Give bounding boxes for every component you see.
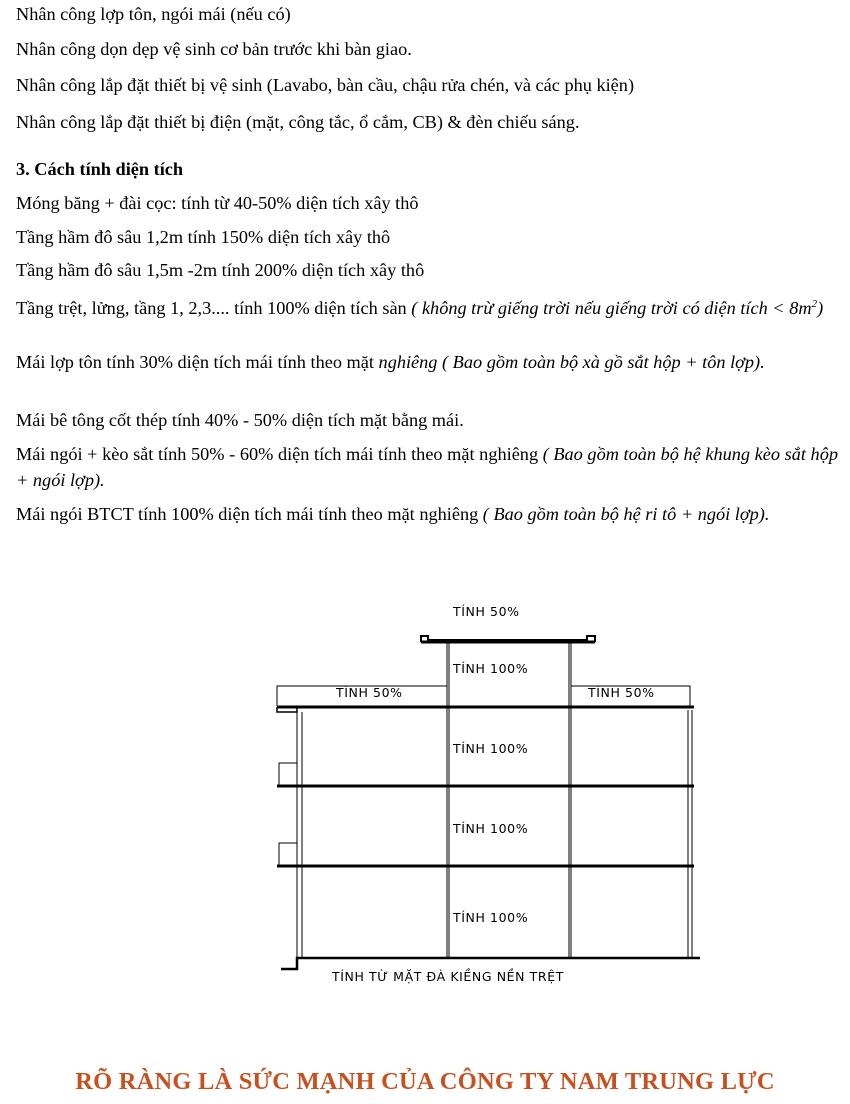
metal-roof-text: Mái lợp tôn tính 30% diện tích mái tính theo mặt bbox=[16, 352, 379, 372]
foundation-item: Móng băng + đài cọc: tính từ 40-50% diện tích xây thô bbox=[16, 193, 419, 213]
label-left-roof: TÍNH 50% bbox=[336, 685, 403, 700]
floors-note-sup: 2 bbox=[811, 298, 818, 310]
label-stair-tower: TÍNH 100% bbox=[453, 661, 529, 676]
label-right-roof: TÍNH 50% bbox=[588, 685, 655, 700]
basement-2-item: Tầng hầm đô sâu 1,5m -2m tính 200% diện tích xây thô bbox=[16, 260, 425, 280]
intro-item: Nhân công dọn dẹp vệ sinh cơ bản trước khi bàn giao. bbox=[16, 39, 412, 59]
floors-note: ( không trừ giếng trời nếu giếng trời có diện tích < 8m bbox=[411, 298, 812, 319]
btct-roof-text: Mái ngói BTCT tính 100% diện tích mái tính theo mặt nghiêng bbox=[16, 504, 483, 524]
label-floor-3: TÍNH 100% bbox=[453, 741, 529, 756]
label-floor-2: TÍNH 100% bbox=[453, 821, 529, 836]
floors-text: Tầng trệt, lửng, tầng 1, 2,3.... tính 100% diện tích sàn bbox=[16, 298, 412, 319]
footer-slogan: RÕ RÀNG LÀ SỨC MẠNH CỦA CÔNG TY NAM TRUNG LỰC bbox=[75, 1068, 775, 1095]
btct-roof-note: ( Bao gồm toàn bộ hệ ri tô + ngói lợp). bbox=[482, 504, 770, 524]
concrete-roof-item: Mái bê tông cốt thép tính 40% - 50% diện tích mặt bằng mái. bbox=[16, 410, 464, 430]
tile-roof-note: ( Bao gồm toàn bộ hệ khung kèo sắt hộp + ngói lợp). bbox=[16, 444, 838, 490]
floors-note-end: ) bbox=[817, 298, 824, 319]
intro-item: Nhân công lợp tôn, ngói mái (nếu có) bbox=[16, 4, 291, 24]
tile-roof-text: Mái ngói + kèo sắt tính 50% - 60% diện tích mái tính theo mặt nghiêng bbox=[16, 444, 543, 464]
label-floor-1: TÍNH 100% bbox=[453, 910, 529, 925]
section-heading: 3. Cách tính diện tích bbox=[16, 159, 184, 179]
intro-item: Nhân công lắp đặt thiết bị vệ sinh (Lavabo, bàn cầu, chậu rửa chén, và các phụ kiện) bbox=[16, 75, 635, 95]
balcony-lower bbox=[279, 843, 297, 866]
intro-item: Nhân công lắp đặt thiết bị điện (mặt, công tắc, ổ cắm, CB) & đèn chiếu sáng. bbox=[16, 112, 580, 132]
label-ground-note: TÍNH TỪ MẶT ĐÀ KIỀNG NỀN TRỆT bbox=[332, 969, 564, 984]
label-top-roof: TÍNH 50% bbox=[453, 604, 520, 619]
balcony-upper bbox=[279, 763, 297, 786]
metal-roof-note: nghiêng ( Bao gồm toàn bộ xà gồ sắt hộp + tôn lợp). bbox=[378, 352, 765, 372]
ground-line bbox=[281, 958, 700, 969]
basement-1-item: Tầng hầm đô sâu 1,2m tính 150% diện tích xây thô bbox=[16, 227, 391, 247]
